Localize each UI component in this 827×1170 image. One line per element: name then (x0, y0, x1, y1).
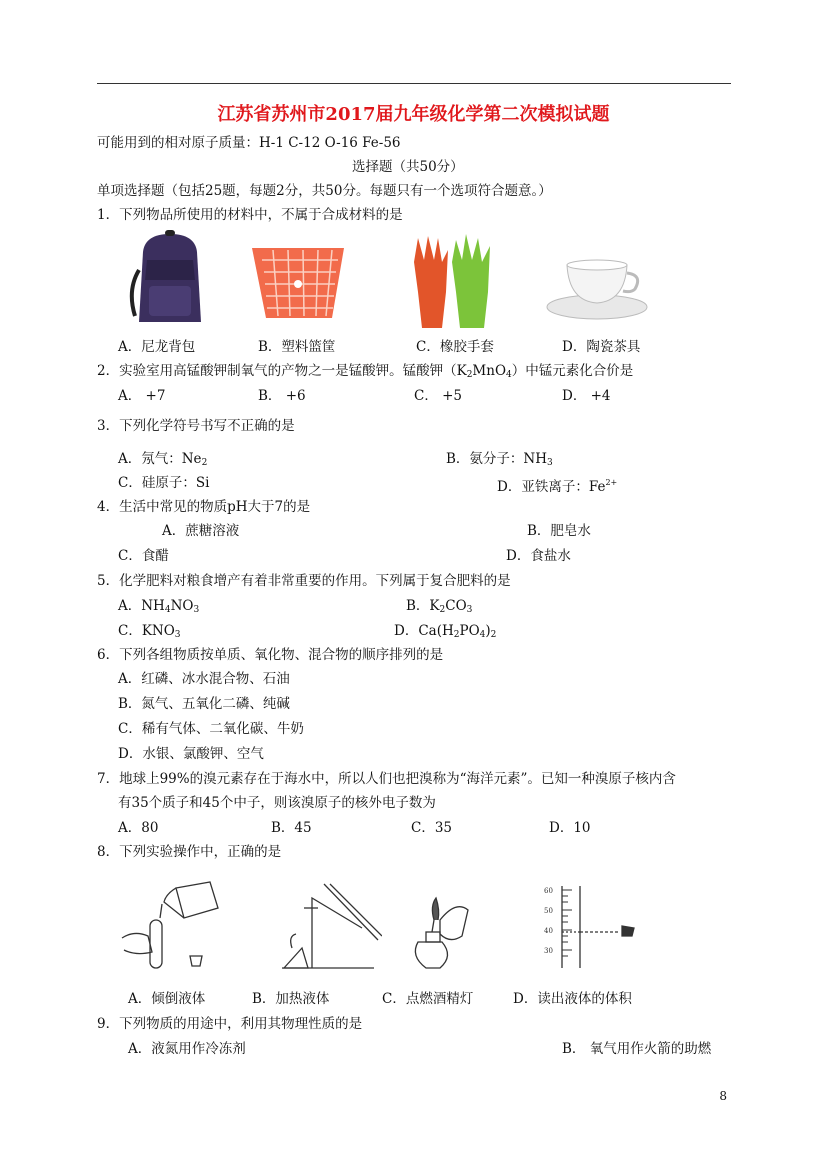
page-title: 江苏省苏州市2017届九年级化学第二次模拟试题 (217, 104, 610, 125)
scale-label-50: 50 (544, 907, 553, 915)
q6-option-c: C．稀有气体、二氧化碳、牛奶 (118, 721, 304, 737)
q8-option-c: C．点燃酒精灯 (382, 991, 474, 1007)
porcelain-teacup-image (545, 255, 650, 325)
q2-option-d: D． +4 (562, 388, 611, 404)
q8-option-b: B．加热液体 (252, 991, 330, 1007)
q4-option-d: D．食盐水 (506, 548, 571, 564)
graduated-cylinder-reading-image (540, 882, 650, 972)
q3-option-c: C．硅原子：Si (118, 475, 210, 491)
scale-label-30: 30 (544, 947, 553, 955)
pouring-liquid-image (118, 878, 228, 973)
q1-option-d: D．陶瓷茶具 (562, 339, 641, 355)
q8-option-a: A．倾倒液体 (128, 991, 206, 1007)
q3-option-d: D．亚铁离子：$Fe^{2+}$ (497, 478, 618, 495)
q1-stem: 1．下列物品所使用的材料中，不属于合成材料的是 (97, 207, 403, 223)
q7-stem-line2: 有35个质子和45个中子，则该溴原子的核外电子数为 (118, 795, 436, 811)
q1-option-b: B．塑料篮筐 (258, 339, 336, 355)
q4-stem: 4．生活中常见的物质pH大于7的是 (97, 499, 311, 515)
q3-option-a: A．氖气：$Ne_2$ (118, 451, 208, 468)
q4-option-b: B．肥皂水 (527, 523, 591, 539)
q9-option-a: A．液氮用作冷冻剂 (128, 1041, 246, 1057)
q6-option-b: B．氮气、五氧化二磷、纯碱 (118, 696, 290, 712)
q5-option-b: B．$K_2CO_3$ (406, 598, 473, 615)
q9-stem: 9．下列物质的用途中，利用其物理性质的是 (97, 1016, 363, 1032)
section-heading: 选择题（共50分） (352, 159, 464, 175)
q7-stem-line1: 7．地球上99%的溴元素存在于海水中，所以人们也把溴称为“海洋元素”。已知一种溴原子核内含 (97, 771, 676, 787)
q9-option-b: B． 氧气用作火箭的助燃 (562, 1041, 712, 1057)
q7-option-d: D．10 (549, 820, 591, 836)
q2-stem: 2．实验室用高锰酸钾制氧气的产物之一是锰酸钾。锰酸钾$(K_2MnO_4)$中锰元素化合价是 (97, 363, 634, 380)
q3-option-b: B．氨分子：$NH_3$ (446, 451, 553, 468)
q2-option-a: A． +7 (118, 388, 166, 404)
q2-option-c: C． +5 (414, 388, 463, 404)
q8-stem: 8．下列实验操作中，正确的是 (97, 844, 282, 860)
q5-option-d: D．$Ca(H_2PO_4)_2$ (394, 623, 497, 640)
q4-option-a: A．蔗糖溶液 (162, 523, 240, 539)
q7-option-c: C．35 (411, 820, 453, 836)
q7-option-b: B．45 (271, 820, 312, 836)
atomic-mass-line: 可能用到的相对原子质量：H-1 C-12 O-16 Fe-56 (97, 135, 401, 151)
basket-image (248, 240, 348, 325)
scale-label-40: 40 (544, 927, 553, 935)
lighting-alcohol-lamp-image (406, 880, 486, 972)
q6-stem: 6．下列各组物质按单质、氧化物、混合物的顺序排列的是 (97, 647, 444, 663)
q4-option-c: C．食醋 (118, 548, 169, 564)
q6-option-d: D．水银、氯酸钾、空气 (118, 746, 264, 762)
q2-option-b: B． +6 (258, 388, 306, 404)
q8-option-d: D．读出液体的体积 (513, 991, 632, 1007)
q7-option-a: A．80 (118, 820, 159, 836)
rubber-gloves-image (408, 232, 498, 332)
q3-stem: 3．下列化学符号书写不正确的是 (97, 418, 295, 434)
q5-option-c: C．$KNO_3$ (118, 623, 181, 640)
page-number: 8 (719, 1089, 727, 1103)
backpack-image (125, 230, 215, 330)
header-rule (97, 83, 731, 84)
q1-option-a: A．尼龙背包 (118, 339, 196, 355)
scale-label-60: 60 (544, 887, 553, 895)
q1-option-c: C．橡胶手套 (416, 339, 494, 355)
q5-option-a: A．$NH_4NO_3$ (118, 598, 200, 615)
instructions: 单项选择题（包括25题，每题2分，共50分。每题只有一个选项符合题意。） (97, 183, 552, 199)
q5-stem: 5．化学肥料对粮食增产有着非常重要的作用。下列属于复合肥料的是 (97, 573, 511, 589)
q6-option-a: A．红磷、冰水混合物、石油 (118, 671, 290, 687)
heating-liquid-image (262, 878, 382, 973)
